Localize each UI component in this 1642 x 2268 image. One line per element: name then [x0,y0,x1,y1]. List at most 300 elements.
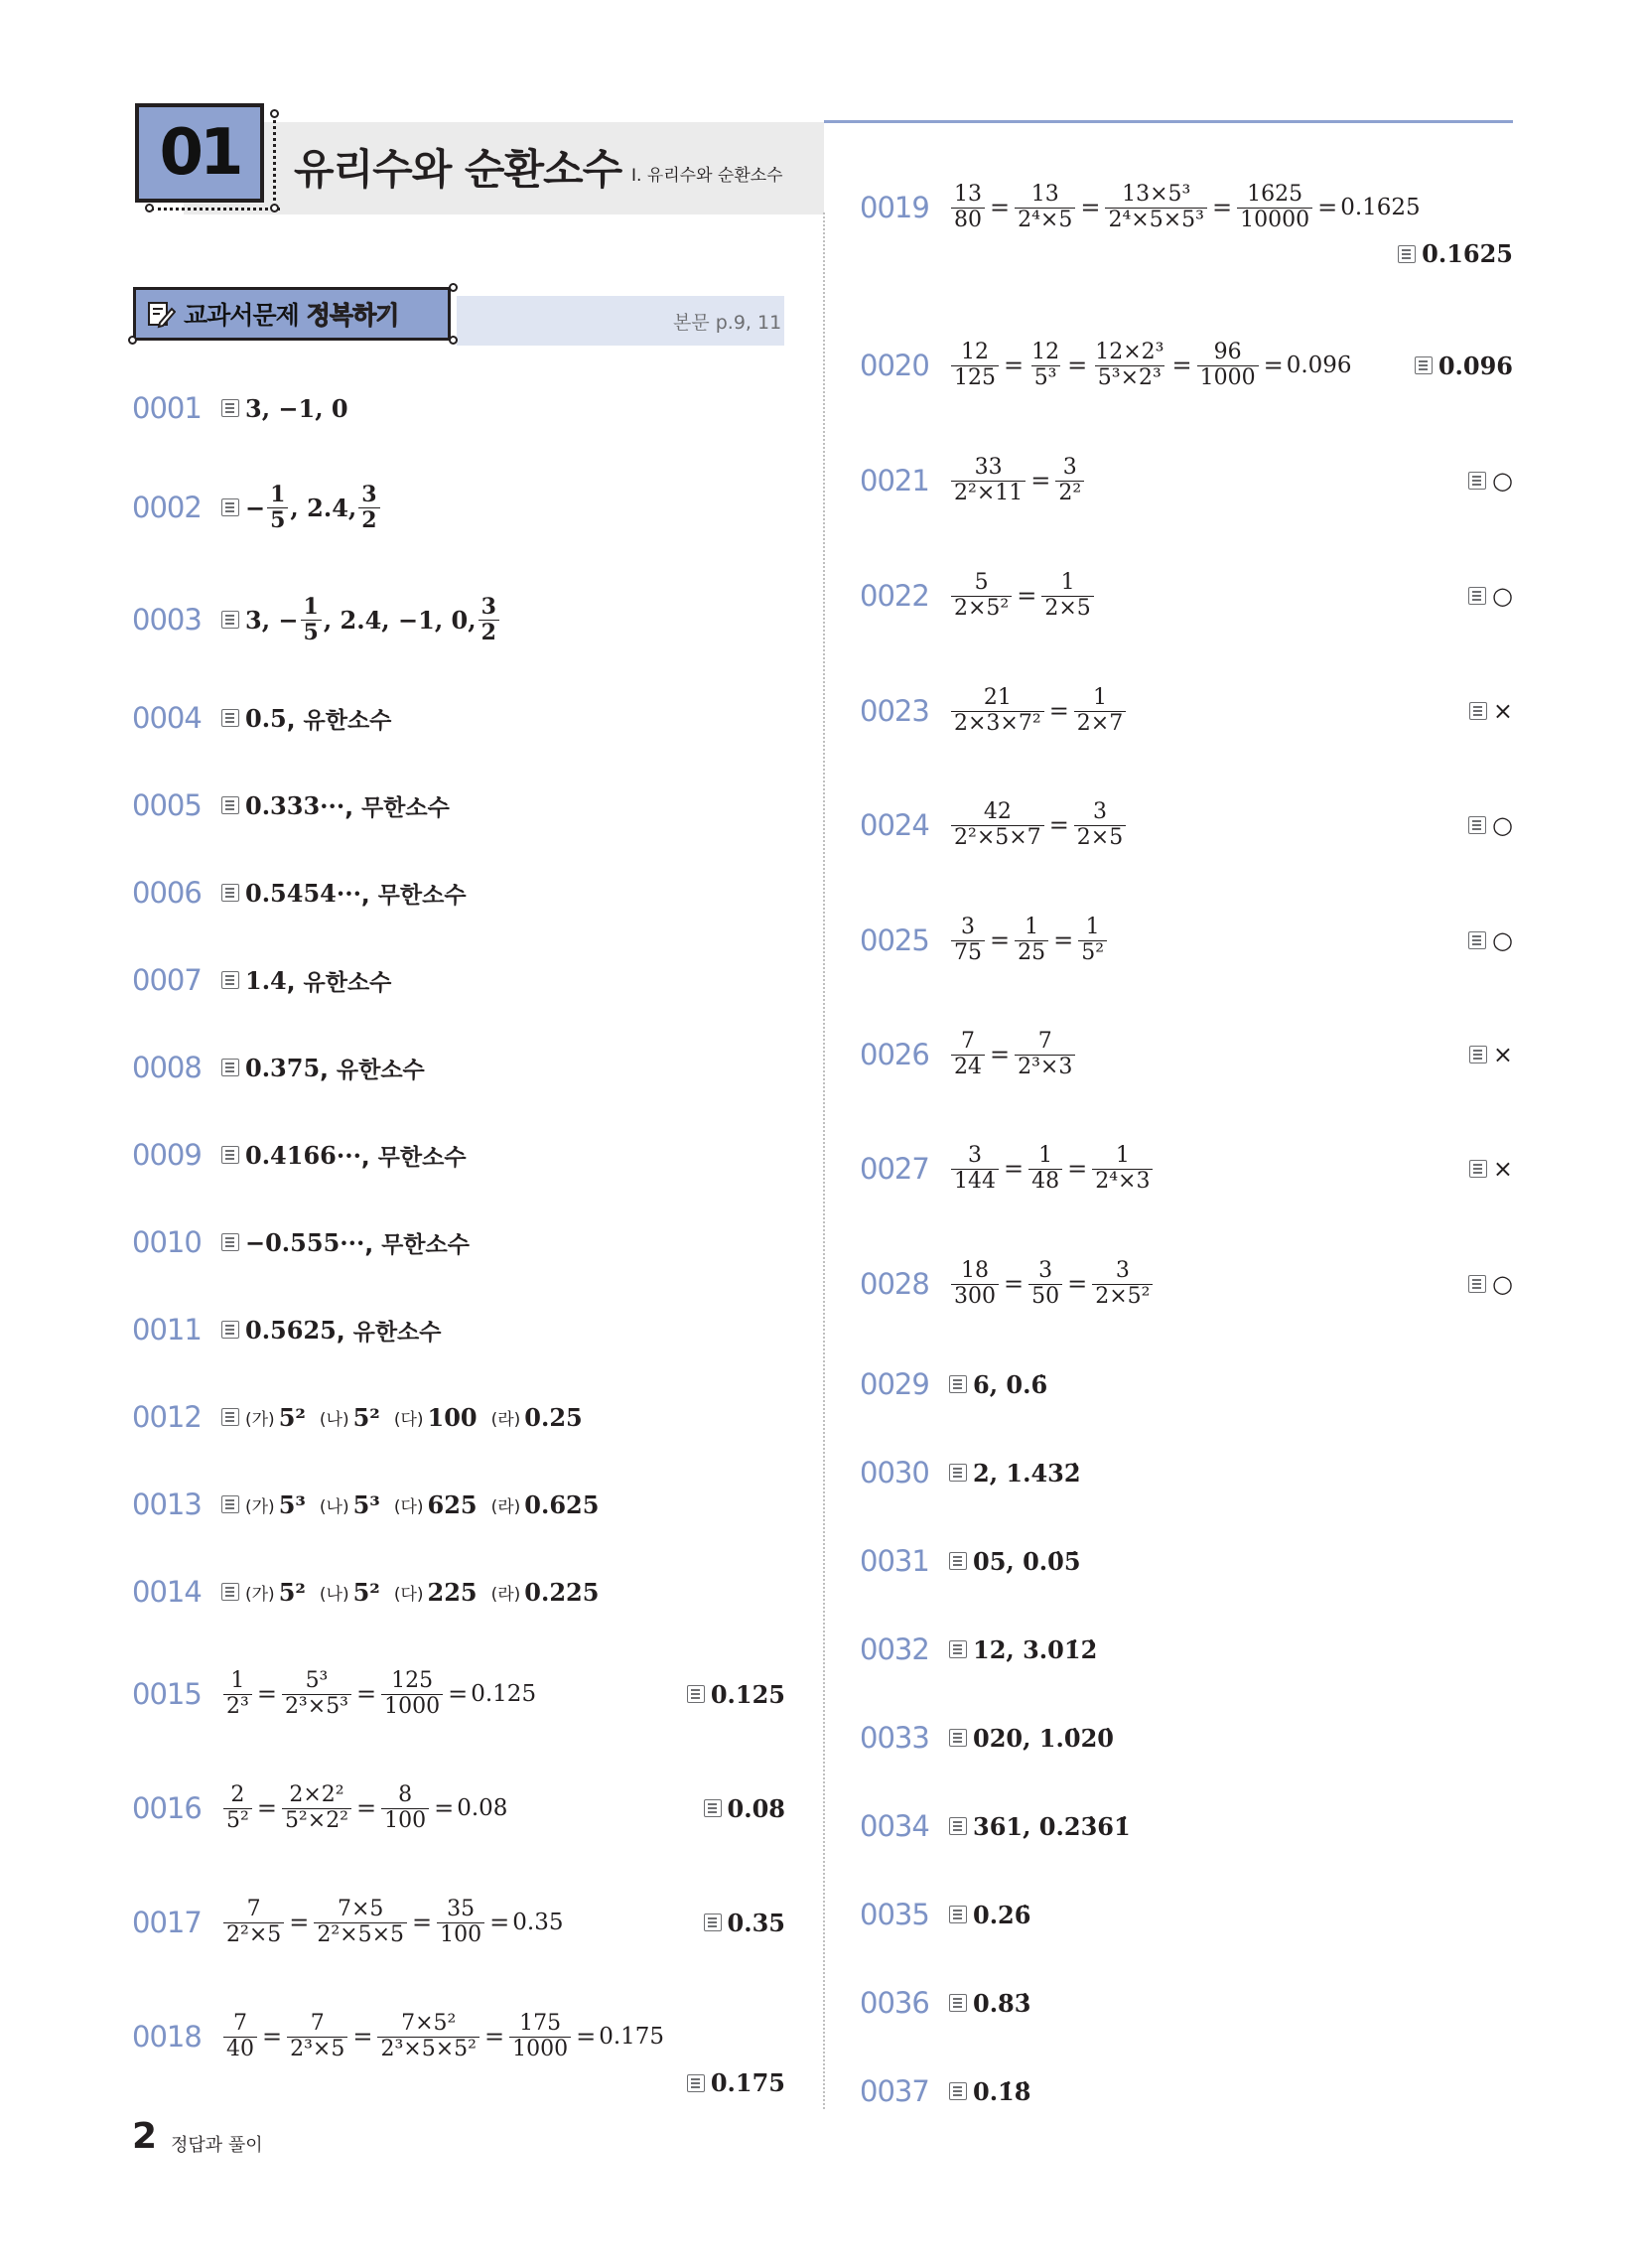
numerator: 7×5 [337,1897,384,1922]
answer-label: , 무한소수 [344,794,450,821]
answer-value: 0.333··· [245,790,345,820]
fraction [1092,1144,1153,1193]
answer: 0.125 [710,1679,785,1709]
blank-value: 5² [278,1577,306,1607]
numerator: 175 [519,2011,562,2037]
answer-box-icon [949,1906,967,1923]
numerator: 7 [310,2011,325,2037]
blank-value: 5³ [352,1489,380,1519]
answer-box-icon [221,1495,239,1513]
denominator: 300 [951,1284,999,1309]
numerator: 3 [961,915,975,940]
answer-box-icon [1468,1275,1486,1293]
solution-work: $\frac{42}{\text{2²×5×7}}$ = $\frac{3}{2\times 5}$ [949,800,1128,849]
answer-box-icon [704,1914,722,1931]
problem-0035 [860,1885,1513,1944]
decorative-dotted-line [273,113,276,208]
blank-value: 0.625 [524,1489,600,1519]
fraction [1028,1259,1062,1308]
numerator: 96 [1213,340,1242,365]
answer-box-icon [1468,472,1486,490]
denominator: 2×7 [1074,711,1126,736]
answer-label: , 유한소수 [320,1057,425,1083]
answer-box-icon [1415,356,1433,374]
problem-number: 0009 [132,1138,202,1172]
numerator: 3 [1093,799,1108,825]
fraction [951,571,1012,620]
answer-box-icon [221,884,239,902]
numerator: 7 [1037,1029,1052,1055]
fraction [1074,686,1126,735]
numerator: 8 [398,1782,413,1808]
blank-tag: (가) [245,1584,275,1605]
result: 0.08 [457,1795,508,1821]
denominator: 1000 [509,2037,571,2061]
problem-number: 0015 [132,1677,202,1711]
numerator: 1625 [1247,182,1303,208]
answer-box-icon [221,1583,239,1601]
problem-0006 [132,863,785,922]
problem-number: 0035 [860,1898,929,1931]
problem-0008 [132,1038,785,1097]
denominator: 2³ [223,1694,252,1719]
fraction [951,916,985,964]
numerator: 3 [361,482,377,508]
blank-value: 5³ [278,1489,306,1519]
answer-mark: × [1492,1041,1513,1068]
answer-label: , 무한소수 [360,1144,467,1171]
numerator: 125 [391,1668,434,1694]
denominator: 2×5² [1092,1284,1153,1309]
blank-tag: (다) [393,1409,424,1430]
numerator: 7 [233,2011,247,2037]
problem-0011 [132,1300,785,1359]
answer-box-icon [221,1233,239,1251]
denominator: 2²×5 [223,1922,284,1947]
problem-number: 0031 [860,1544,929,1578]
blank-tag: (라) [490,1584,521,1605]
problem-0019 [860,178,1513,268]
problem-number: 0030 [860,1456,929,1489]
denominator: 2²×5×5 [314,1922,407,1947]
answer: 0.1̇8̇ [973,2076,1031,2106]
denominator: 2×5 [1041,596,1093,621]
numerator: 12 [961,340,989,365]
pencil-note-icon [146,299,176,329]
denominator: 1000 [381,1694,443,1719]
answer-value: 0.4166··· [245,1140,361,1170]
answer-box-icon [949,2082,967,2100]
fraction [1197,341,1259,389]
problem-number: 0027 [860,1152,929,1186]
answer-box-icon [221,709,239,727]
problem-number: 0029 [860,1367,929,1401]
fraction [287,2012,347,2060]
numerator: 1 [1025,915,1039,940]
answer-label: , 유한소수 [286,969,392,996]
blank-value: 100 [427,1402,478,1432]
problem-0027 [860,1139,1513,1199]
solution-work: $\frac{18}{300}$ = $\frac{3}{50}$ = $\frac{3}{\text{2×5²}}$ [949,1259,1155,1308]
answer-box-icon [221,971,239,989]
problem-0016 [132,1778,785,1838]
denominator: 2 [358,507,379,532]
fraction [267,483,288,531]
answer-mark: ○ [1492,1270,1513,1298]
problem-0012 [132,1387,785,1447]
problem-number: 0016 [132,1791,202,1825]
answer-box-icon [1468,931,1486,949]
answer: 2, 1.432̇ [973,1458,1081,1488]
fraction [1105,183,1207,231]
decorative-dot [449,283,458,292]
fraction [951,1144,999,1193]
denominator: 2⁴×5 [1015,208,1075,232]
answer: 6, 0.6̇ [973,1369,1048,1399]
fraction [951,800,1044,849]
problem-0009 [132,1125,785,1185]
answer-box-icon [221,1321,239,1339]
column-divider [823,213,825,2109]
fraction [1092,1259,1153,1308]
solution-work: $\frac{5}{\text{2×5²}}$ = $\frac{1}{2\times 5}$ [949,571,1096,620]
numerator: 5 [974,570,989,596]
denominator: 80 [951,208,985,232]
problem-number: 0037 [860,2074,929,2108]
problem-number: 0028 [860,1267,929,1301]
problem-0021 [860,451,1513,510]
answer-box-icon [221,796,239,814]
blank-tag: (라) [490,1496,521,1517]
denominator: 2³×5³ [282,1694,351,1719]
answer-box-icon [949,1994,967,2012]
problem-number: 0001 [132,391,202,425]
problem-number: 0003 [132,603,202,637]
denominator: 2×5² [951,596,1012,621]
fraction [282,1783,351,1832]
answer-box-icon [1398,245,1416,263]
blank-value: 0.225 [524,1577,600,1607]
numerator: 12 [1031,340,1060,365]
denominator: 50 [1028,1284,1062,1309]
denominator: 2³×5 [287,2037,347,2061]
answer-label: , 유한소수 [286,707,392,734]
answer-box-icon [687,1685,705,1703]
answer-box-icon [1468,587,1486,605]
blank-tag: (나) [319,1584,349,1605]
numerator: 18 [961,1258,989,1284]
numerator: 3 [968,1143,982,1169]
denominator: 25 [1015,940,1048,965]
fraction [282,1669,351,1718]
problem-number: 0036 [860,1986,929,2020]
answer-box-icon [949,1729,967,1747]
denominator: 5² [223,1808,252,1833]
chapter-title: 유리수와 순환소수 [294,145,622,194]
fraction [509,2012,571,2060]
denominator: 48 [1028,1169,1062,1194]
fraction [377,2012,479,2060]
fraction [301,595,322,643]
chapter-number: 01 [159,116,240,190]
answer-value: 0.375 [245,1053,321,1082]
numerator: 1 [1038,1143,1053,1169]
denominator: 2²×11 [951,481,1026,505]
section-title: 교과서문제 [184,301,299,330]
denominator: 144 [951,1169,999,1194]
solution-work: $\frac{3}{75}$ = $\frac{1}{25}$ = $\frac{1}{\text{5²}}$ [949,916,1109,964]
decorative-dot [449,336,458,345]
answer-mark: ○ [1492,811,1513,839]
problem-number: 0018 [132,2020,202,2054]
numerator: 21 [983,685,1012,711]
numerator: 7 [246,1897,261,1922]
problem-number: 0019 [860,191,929,224]
problem-number: 0033 [860,1721,929,1755]
denominator: 2⁴×3 [1092,1169,1153,1194]
denominator: 5² [1078,940,1107,965]
problem-number: 0021 [860,464,929,497]
answer-label: , 유한소수 [336,1319,442,1346]
answer-part: , 2.4, −1, 0, [323,605,477,635]
numerator: 1 [1060,570,1075,596]
answer: 361, 0.23̇61̇ [973,1811,1131,1841]
denominator: 24 [951,1055,985,1079]
answer: 0.83̇ [973,1988,1031,2018]
answer-part: , 2.4, [290,493,357,522]
fraction [1078,916,1107,964]
numerator: 3 [1062,455,1077,481]
denominator: 2×5 [1074,825,1126,850]
numerator: 1 [303,594,319,621]
blank-value: 5² [352,1402,380,1432]
fraction [951,183,985,231]
answer-box-icon [949,1817,967,1835]
problem-0015 [132,1664,785,1724]
problem-number: 0008 [132,1051,202,1084]
answer-box-icon [704,1799,722,1817]
answer-box-icon [221,1146,239,1164]
fraction [381,1669,443,1718]
denominator: 75 [951,940,985,965]
blank-tag: (가) [245,1496,275,1517]
denominator: 2²×5×7 [951,825,1044,850]
solution-work: $\frac{1}{\text{2³}}$ = $\frac{\text{5³}}{\text{2³×5³}}$ = $\frac{125}{1000}$ = 0.125 [221,1669,536,1718]
answer-value: −0.555··· [245,1227,365,1257]
decorative-dotted-line [151,208,280,211]
numerator: 1 [1093,685,1108,711]
answer: 0.08 [727,1793,785,1823]
answer-box-icon [687,2074,705,2092]
denominator: 5²×2² [282,1808,351,1833]
answer-box-icon [1469,702,1487,720]
answer-value: 1.4 [245,965,287,995]
problem-0024 [860,795,1513,855]
problem-0023 [860,681,1513,741]
fraction [1074,800,1126,849]
answer-part: − [245,493,266,522]
denominator: 2³×5×5² [377,2037,479,2061]
numerator: 7 [961,1029,975,1055]
problem-number: 0024 [860,808,929,842]
fraction [1015,1030,1075,1078]
denominator: 100 [437,1922,484,1947]
problem-number: 0007 [132,963,202,997]
fraction [1028,341,1062,389]
problem-0030 [860,1443,1513,1502]
numerator: 5³ [305,1668,329,1694]
page-number: 2 [132,2116,158,2157]
numerator: 3 [1115,1258,1130,1284]
answer: 0.35 [727,1908,785,1937]
blank-value: 225 [427,1577,478,1607]
fraction [223,1783,252,1832]
denominator: 40 [223,2037,257,2061]
numerator: 7×5² [401,2011,457,2037]
problem-0003 [132,590,785,649]
answer-box-icon [221,1408,239,1426]
answer-mark: × [1492,697,1513,725]
blank-value: 625 [427,1489,478,1519]
answer-mark: ○ [1492,582,1513,610]
answer: 0.175 [710,2068,785,2097]
solution-work: $\frac{12}{125}$ = $\frac{12}{\text{5³}}$ = $\frac{\text{12×2³}}{\text{5³×2³}}$ = $\frac{96}{1000}$ = 0.096 [949,341,1352,389]
numerator: 1 [270,482,286,508]
problem-number: 0013 [132,1488,202,1521]
result: 0.1625 [1340,195,1421,220]
answer: 12, 3.01̇2̇ [973,1634,1098,1664]
blank-tag: (다) [393,1584,424,1605]
problem-0010 [132,1212,785,1272]
fraction [951,1030,985,1078]
fraction [381,1783,429,1832]
solution-work: $\frac{7}{\text{2²×5}}$ = $\frac{7\times 5}{\text{2²×5×5}}$ = $\frac{35}{100}$ = 0.35 [221,1898,563,1946]
section-title-accent: 정복하기 [306,301,399,330]
numerator: 35 [447,1897,476,1922]
footer-label: 정답과 풀이 [171,2135,263,2156]
answer: 020, 1.0̇20̇ [973,1723,1114,1753]
numerator: 3 [480,594,496,621]
problem-0020 [860,336,1513,395]
solution-work: $\frac{21}{\text{2×3×7²}}$ = $\frac{1}{2\times 7}$ [949,686,1128,735]
problem-number: 0022 [860,579,929,613]
problem-0031 [860,1531,1513,1591]
denominator: 2² [1055,481,1084,505]
problem-number: 0020 [860,349,929,382]
numerator: 1 [230,1668,245,1694]
answer-box-icon [949,1464,967,1482]
blank-value: 5² [278,1402,306,1432]
denominator: 125 [951,365,999,390]
problem-number: 0026 [860,1038,929,1071]
problem-0022 [860,566,1513,626]
problem-number: 0032 [860,1632,929,1666]
problem-number: 0017 [132,1906,202,1939]
answer: 3, −1, 0 [245,393,348,423]
problem-number: 0011 [132,1313,202,1347]
fraction [951,1259,999,1308]
answer-label: , 무한소수 [364,1231,470,1258]
problem-number: 0005 [132,788,202,822]
problem-number: 0025 [860,923,929,957]
answer: 0.096 [1437,351,1513,380]
answer-mark: ○ [1492,926,1513,954]
problem-number: 0023 [860,694,929,728]
denominator: 5³ [1031,365,1060,390]
blank-tag: (라) [490,1409,521,1430]
chapter-subtitle: I. 유리수와 순환소수 [631,166,783,186]
numerator: 42 [983,799,1012,825]
problem-0029 [860,1354,1513,1414]
problem-0013 [132,1475,785,1534]
result: 0.35 [512,1910,564,1935]
answer-box-icon [221,498,239,516]
answer-value: 0.5625 [245,1315,337,1345]
numerator: 33 [974,455,1003,481]
fraction [951,456,1026,504]
decorative-dot [270,109,279,118]
problem-number: 0034 [860,1809,929,1843]
fraction [223,1669,252,1718]
fraction [951,341,999,389]
problem-0037 [860,2061,1513,2121]
problem-0014 [132,1562,785,1622]
numerator: 1 [1085,915,1100,940]
denominator: 10000 [1237,208,1312,232]
solution-work: $\frac{7}{24}$ = $\frac{7}{\text{2³×3}}$ [949,1030,1077,1078]
denominator: 2³×3 [1015,1055,1075,1079]
section-header [133,287,451,341]
fraction [1237,183,1312,231]
problem-0028 [860,1254,1513,1314]
answer-box-icon [949,1640,967,1658]
answer-part: 3, − [245,605,299,635]
problem-0018 [132,2007,785,2097]
problem-0001 [132,378,785,438]
result: 0.096 [1286,353,1352,378]
denominator: 100 [381,1808,429,1833]
denominator: 5 [267,507,288,532]
fraction [951,686,1044,735]
fraction [1015,183,1075,231]
problem-0002 [132,478,785,537]
fraction [1055,456,1084,504]
header-rule [824,120,1513,123]
denominator: 2⁴×5×5³ [1105,208,1207,232]
problem-number: 0004 [132,701,202,735]
answer: 05, 0.0̇5̇ [973,1546,1081,1576]
decorative-dot [128,336,137,345]
problem-0025 [860,911,1513,970]
problem-0033 [860,1708,1513,1768]
fraction [223,1898,284,1946]
fraction [1015,916,1048,964]
blank-tag: (가) [245,1409,275,1430]
problem-number: 0014 [132,1575,202,1609]
fraction [358,483,379,531]
problem-0034 [860,1796,1513,1856]
numerator: 13 [1030,182,1059,208]
answer-value: 0.5454··· [245,878,361,908]
problem-0032 [860,1620,1513,1679]
answer-mark: × [1492,1155,1513,1183]
numerator: 3 [1038,1258,1053,1284]
answer-box-icon [949,1552,967,1570]
fraction [1041,571,1093,620]
numerator: 2×2² [289,1782,344,1808]
fraction [437,1898,484,1946]
blank-tag: (나) [319,1496,349,1517]
